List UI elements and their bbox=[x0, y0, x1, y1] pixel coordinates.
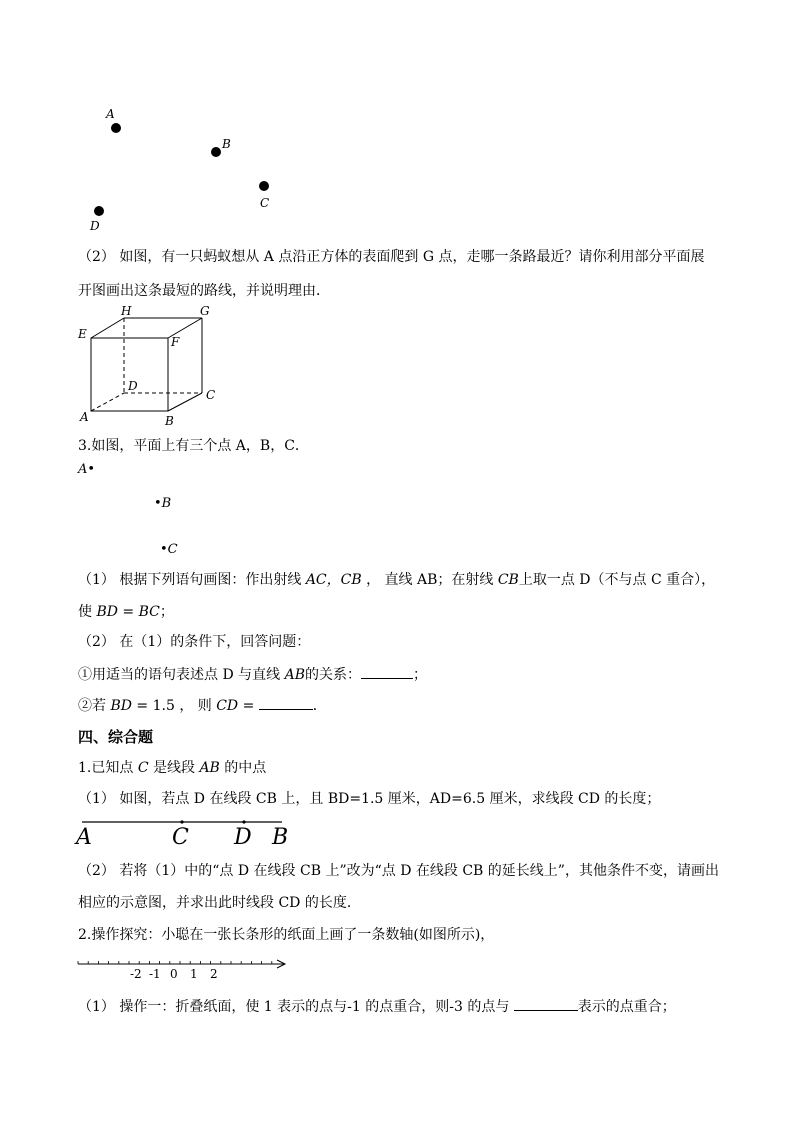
cube-label-e: E bbox=[78, 327, 87, 341]
q3-sub2-answer-blank[interactable] bbox=[259, 697, 313, 710]
cube-label-a: A bbox=[80, 410, 89, 424]
points-figure bbox=[0, 0, 794, 240]
q3-part1-line2-a: 使 bbox=[78, 604, 97, 620]
q3-sub2-text-f: ． bbox=[312, 698, 327, 714]
segment-figure bbox=[74, 812, 304, 852]
q3-part1-equation: BD = BC bbox=[96, 604, 160, 620]
c2-part1 bbox=[78, 997, 676, 1017]
q3-part1-line1 bbox=[78, 570, 715, 590]
c2-part1-answer-blank[interactable] bbox=[514, 998, 578, 1011]
point-a-label: A bbox=[106, 107, 115, 121]
segment-label-d: D bbox=[234, 825, 252, 850]
c2-part1-text-a: （1） 操作一：折叠纸面，使 1 表示的点与-1 的点重合，则-3 的点与 bbox=[78, 999, 514, 1015]
q3-point-b: •B bbox=[154, 496, 172, 511]
cube-label-d: D bbox=[128, 379, 138, 393]
c2-part1-text-b: 表示的点重合； bbox=[577, 999, 676, 1015]
c1-title-point-c: C bbox=[137, 760, 149, 776]
segment-point-c-dot bbox=[180, 820, 183, 823]
c1-part2-line1: （2） 若将（1）中的“点 D 在线段 CB 上”改为“点 D 在线段 CB 的延长线上”，其他条件不变，请画出 bbox=[78, 863, 719, 879]
segment-label-b: B bbox=[272, 825, 289, 850]
axis-label-0: 0 bbox=[170, 967, 178, 981]
c1-title-c: 是线段 bbox=[148, 760, 200, 776]
c1-title-segment-ab: AB bbox=[199, 760, 220, 776]
q3-sub1-text-d: ； bbox=[412, 667, 427, 683]
point-b-dot bbox=[211, 147, 221, 157]
q3-point-c: •C bbox=[160, 542, 178, 557]
c1-title bbox=[78, 758, 266, 778]
q3-sub1-line-ab: AB bbox=[284, 667, 305, 683]
axis-label-neg2: -2 bbox=[130, 967, 142, 981]
segment-point-d-dot bbox=[242, 820, 245, 823]
cube-label-h: H bbox=[121, 304, 132, 318]
number-axis-figure bbox=[74, 950, 294, 982]
cube-label-c: C bbox=[206, 388, 216, 402]
q3-part2-sub1 bbox=[78, 665, 427, 685]
cube-label-f: F bbox=[171, 335, 180, 349]
c1-title-a: 1.已知点 bbox=[78, 760, 138, 776]
c2-title: 2.操作探究：小聪在一张长条形的纸面上画了一条数轴(如图所示)， bbox=[78, 927, 495, 943]
axis-label-1: 1 bbox=[190, 967, 198, 981]
point-b-label: B bbox=[222, 137, 231, 151]
q3-part1-rays: AC，CB bbox=[305, 572, 362, 588]
point-c-label: C bbox=[260, 196, 270, 210]
point-d-label: D bbox=[90, 219, 100, 233]
q3-part1-text-e: 上取一点 D（不与点 C 重合）， bbox=[518, 572, 716, 588]
c1-part2-line2: 相应的示意图，并求出此时线段 CD 的长度． bbox=[78, 895, 361, 911]
q3-sub2-cd: CD bbox=[216, 698, 239, 714]
q2-text-line1: （2） 如图，有一只蚂蚁想从 A 点沿正方体的表面爬到 G 点，走哪一条路最近？请你利用部分平面展 bbox=[78, 249, 705, 265]
cube-label-g: G bbox=[200, 304, 210, 318]
q3-part1-line2-c: ； bbox=[159, 604, 174, 620]
c1-title-e: 的中点 bbox=[219, 760, 267, 776]
q3-sub2-text-e: = bbox=[238, 698, 259, 714]
cube-figure bbox=[70, 300, 230, 430]
axis-label-neg1: -1 bbox=[149, 967, 161, 981]
c1-part1: （1） 如图，若点 D 在线段 CB 上，且 BD=1.5 厘米，AD=6.5 厘米，求线段 CD 的长度； bbox=[78, 791, 661, 807]
q3-part2-line: （2） 在（1）的条件下，回答问题： bbox=[78, 634, 311, 650]
q3-part2-sub2 bbox=[78, 696, 327, 716]
q2-text-line2: 开图画出这条最短的路线，并说明理由． bbox=[78, 283, 330, 299]
cube-label-b: B bbox=[165, 414, 174, 428]
q3-sub1-answer-blank[interactable] bbox=[361, 666, 413, 679]
q3-title: 3.如图，平面上有三个点 A，B，C． bbox=[78, 438, 309, 454]
section-heading: 四、综合题 bbox=[78, 728, 154, 746]
q3-sub2-text-a: ②若 bbox=[78, 698, 111, 714]
q3-part1-text-c: ， 直线 AB；在射线 bbox=[361, 572, 498, 588]
segment-label-a: A bbox=[76, 825, 92, 850]
q3-sub1-text-a: ①用适当的语句表述点 D 与直线 bbox=[78, 667, 285, 683]
q3-part1-text-a: （1） 根据下列语句画图：作出射线 bbox=[78, 572, 306, 588]
q3-point-a: A• bbox=[78, 462, 96, 477]
q3-sub1-text-c: 的关系： bbox=[304, 667, 361, 683]
point-a-dot bbox=[111, 123, 121, 133]
q3-sub2-bd: BD bbox=[110, 698, 132, 714]
q3-part1-ray-cb: CB bbox=[497, 572, 519, 588]
segment-label-c: C bbox=[172, 825, 189, 850]
point-c-dot bbox=[259, 181, 269, 191]
q3-part1-line2 bbox=[78, 602, 174, 622]
q3-sub2-text-c: = 1.5 ， 则 bbox=[131, 698, 217, 714]
axis-label-2: 2 bbox=[210, 967, 218, 981]
point-d-dot bbox=[94, 206, 104, 216]
